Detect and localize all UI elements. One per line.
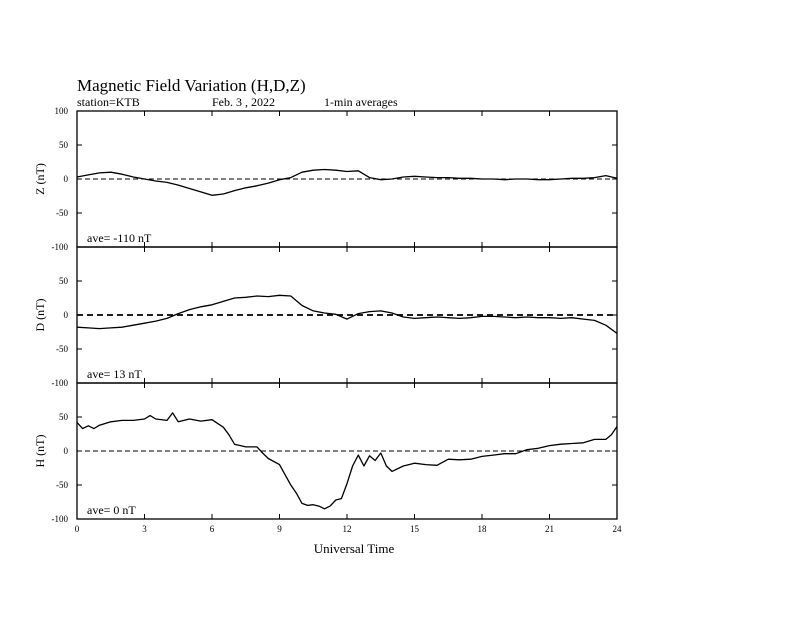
station-label: station=KTB [77, 95, 140, 109]
y-tick-label-h: 0 [63, 446, 68, 456]
date-label: Feb. 3 , 2022 [212, 95, 275, 109]
y-tick-label-h: -50 [56, 480, 68, 490]
x-axis [75, 524, 622, 534]
panel-h [33, 383, 617, 524]
averaging-label: 1-min averages [324, 95, 398, 109]
y-tick-label-h: -100 [51, 514, 68, 524]
series-line-h [77, 413, 617, 509]
x-tick-label: 18 [477, 524, 487, 534]
y-axis-label-d: D (nT) [33, 298, 47, 332]
x-tick-label: 0 [74, 524, 80, 534]
x-tick-label: 15 [410, 524, 419, 534]
x-tick-label: 3 [142, 524, 147, 534]
panel-d [33, 247, 617, 388]
y-tick-label-z: 50 [59, 140, 68, 150]
y-tick-label-d: 0 [63, 310, 68, 320]
y-tick-label-z: -100 [51, 242, 68, 252]
ave-annotation-d: ave= 13 nT [87, 367, 142, 381]
y-axis-label-z: Z (nT) [33, 163, 47, 195]
ave-annotation-z: ave= -110 nT [87, 231, 152, 245]
panel-z [33, 106, 617, 252]
y-tick-label-d: -50 [56, 344, 68, 354]
y-axis-label-h: H (nT) [33, 434, 47, 468]
y-tick-label-d: 50 [59, 276, 68, 286]
x-tick-label: 12 [342, 524, 352, 534]
y-tick-label-z: 100 [54, 106, 68, 116]
x-tick-label: 6 [209, 524, 215, 534]
y-tick-label-h: 50 [59, 412, 68, 422]
series-line-z [77, 170, 617, 196]
y-tick-label-d: -100 [51, 378, 68, 388]
x-tick-label: 9 [277, 524, 282, 534]
x-axis-label: Universal Time [313, 541, 395, 556]
x-tick-label: 21 [545, 524, 554, 534]
x-tick-label: 24 [612, 524, 622, 534]
panels-layer [33, 106, 617, 524]
y-tick-label-z: 0 [63, 174, 68, 184]
y-tick-label-z: -50 [56, 208, 68, 218]
chart-title: Magnetic Field Variation (H,D,Z) [77, 76, 306, 95]
ave-annotation-h: ave= 0 nT [87, 503, 136, 517]
